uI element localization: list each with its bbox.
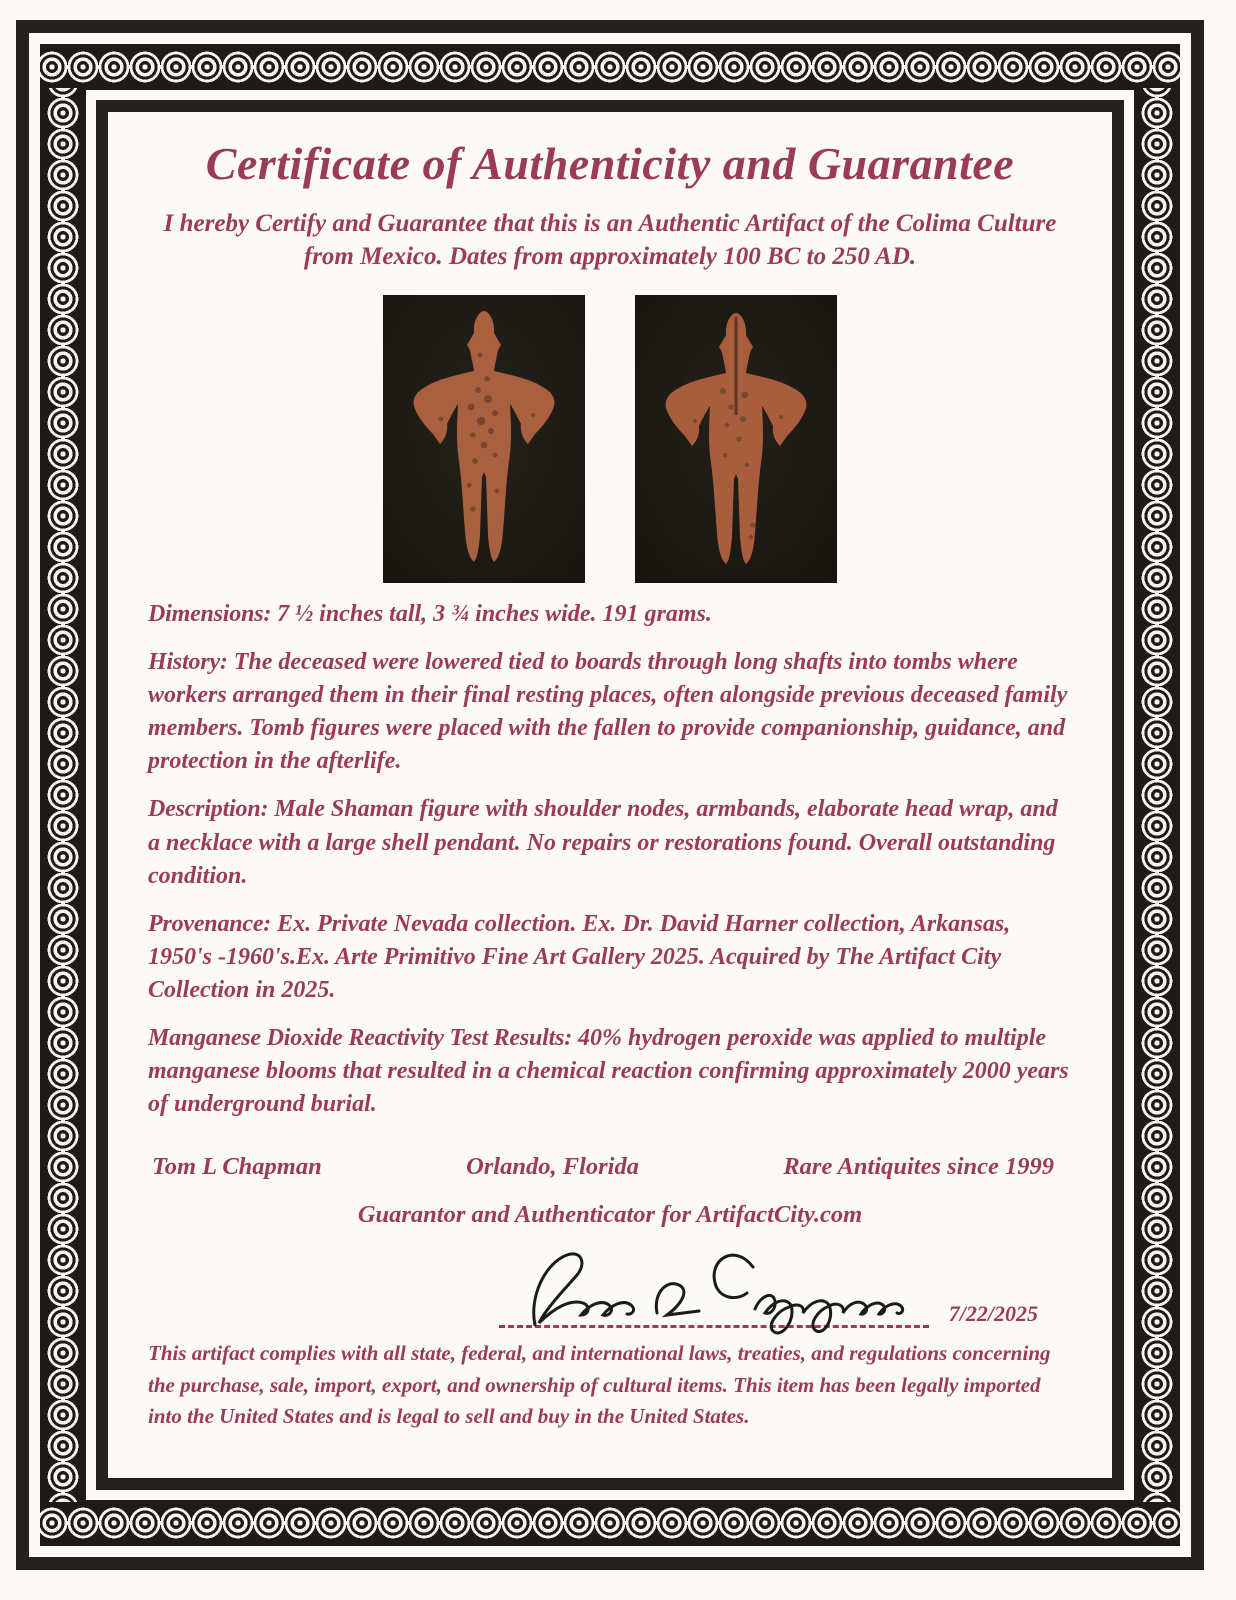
inner-border-frame: [96, 100, 1124, 1490]
inner-paper-gap: [86, 90, 1134, 1500]
section-text: The deceased were lowered tied to boards through long shafts into tombs where workers arranged them in their final resting places, often alongside previous deceased family members. Tomb figures were placed with the fallen to provide companionship, guidance, and protection in the afterlife.: [148, 649, 1068, 775]
ornament-band: [40, 44, 1180, 1546]
bullseye-ornament-strip-right: [1134, 88, 1180, 1502]
section-history: [148, 646, 1072, 778]
certificate-title: Certificate of Authenticity and Guarantee: [205, 138, 1015, 189]
section-label: Provenance:: [148, 910, 272, 937]
signatory-tagline: Rare Antiquites since 1999: [783, 1153, 1054, 1181]
section-provenance: [148, 908, 1072, 1007]
bullseye-ornament-strip-top: [40, 44, 1180, 90]
signature-date: 7/22/2025: [948, 1301, 1038, 1327]
signature-line: [499, 1233, 929, 1328]
section-text: 40% hydrogen peroxide was applied to multiple manganese blooms that resulted in a chemical reaction confirming approximately 2000 years of underground burial.: [148, 1025, 1069, 1118]
handwritten-signature: [505, 1237, 915, 1341]
section-label: Description:: [148, 796, 269, 823]
signature-row: [148, 1233, 1072, 1328]
signatory-location: Orlando, Florida: [466, 1153, 639, 1181]
section-test-results: [148, 1022, 1072, 1121]
artifact-photos: [148, 295, 1072, 583]
legal-disclaimer: This artifact complies with all state, federal, and international laws, treaties, and regulations concerning the purchase, sale, import, export, and ownership of cultural items. This item has been legally imported into the United States and is legal to sell and buy in the United States.: [148, 1341, 1051, 1428]
section-label: History:: [148, 649, 228, 675]
section-text: 7 ½ inches tall, 3 ¾ inches wide. 191 grams.: [277, 600, 712, 627]
artifact-photo-front: [383, 295, 585, 583]
certificate-content: [108, 112, 1112, 1478]
signatory-name: Tom L Chapman: [152, 1153, 322, 1181]
section-text: Male Shaman figure with shoulder nodes, armbands, elaborate head wrap, and a necklace with a large shell pendant. No repairs or restorations found. Overall outstanding condition.: [148, 796, 1058, 889]
bullseye-ornament-strip-bottom: [40, 1500, 1180, 1546]
bullseye-ornament-strip-left: [40, 88, 86, 1502]
signatory-row: [148, 1153, 1072, 1181]
artifact-photo-back: [635, 295, 837, 583]
certificate-statement: I hereby Certify and Guarantee that this is an Authentic Artifact of the Colima Culture from Mexico. Dates from approximately 100 BC to 250 AD.: [163, 209, 1057, 270]
guarantor-line: Guarantor and Authenticator for ArtifactCity.com: [357, 1201, 863, 1229]
section-dimensions: [148, 598, 1072, 631]
outer-border-frame: [16, 20, 1204, 1570]
section-label: Dimensions:: [148, 600, 272, 627]
section-text: Ex. Private Nevada collection. Ex. Dr. David Harner collection, Arkansas, 1950's -1960's.Ex. Arte Primitivo Fine Art Gallery 2025. Acquired by The Artifact City Collection in 2025.: [148, 910, 1011, 1003]
section-description: [148, 793, 1072, 892]
section-label: Manganese Dioxide Reactivity Test Results:: [148, 1025, 573, 1052]
